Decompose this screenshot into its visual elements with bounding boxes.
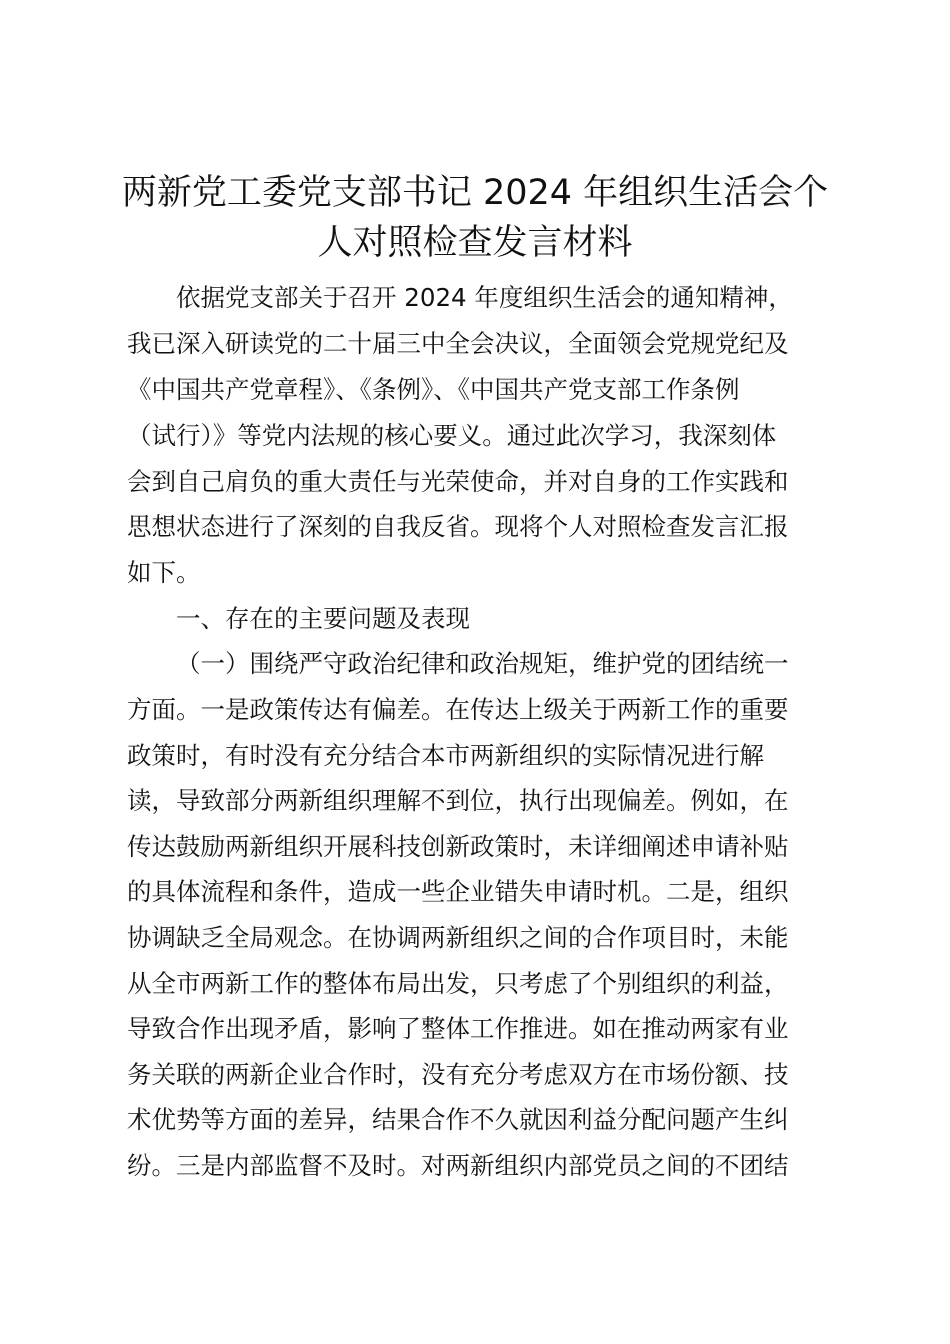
body-line-14: 的具体流程和条件，造成一些企业错失申请时机。二是，组织 (127, 877, 789, 906)
body-line-2: 我已深入研读党的二十届三中全会决议，全面领会党规党纪及 (127, 329, 789, 358)
body-line-7: 如下。 (127, 558, 201, 587)
body-line-16: 从全市两新工作的整体布局出发，只考虑了个别组织的利益， (127, 969, 789, 998)
section-heading-1: 一、存在的主要问题及表现 (176, 604, 470, 633)
body-line-3: 《中国共产党章程》、《条例》、《中国共产党支部工作条例 (127, 375, 740, 404)
body-line-20: 纷。三是内部监督不及时。对两新组织内部党员之间的不团结 (127, 1151, 789, 1180)
body-line-10: 方面。一是政策传达有偏差。在传达上级关于两新工作的重要 (127, 695, 789, 724)
body-line-13: 传达鼓励两新组织开展科技创新政策时，未详细阐述申请补贴 (127, 832, 789, 861)
title-line-2: 人对照检查发言材料 (317, 223, 633, 263)
body-line-17: 导致合作出现矛盾，影响了整体工作推进。如在推动两家有业 (127, 1014, 789, 1043)
body-line-12: 读，导致部分两新组织理解不到位，执行出现偏差。例如，在 (127, 786, 789, 815)
body-line-4: （试行）》等党内法规的核心要义。通过此次学习，我深刻体 (127, 421, 777, 450)
body-line-1: 依据党支部关于召开 2024 年度组织生活会的通知精神， (176, 283, 793, 312)
body-line-11: 政策时，有时没有充分结合本市两新组织的实际情况进行解 (127, 741, 764, 770)
body-line-5: 会到自己肩负的重大责任与光荣使命，并对自身的工作实践和 (127, 467, 789, 496)
body-line-9: （一）围绕严守政治纪律和政治规矩，维护党的团结统一 (176, 649, 789, 678)
body-line-19: 术优势等方面的差异，结果合作不久就因利益分配问题产生纠 (127, 1105, 789, 1134)
title-line-1: 两新党工委党支部书记 2024 年组织生活会个 (121, 173, 829, 213)
document-title (110, 168, 840, 268)
body-line-18: 务关联的两新企业合作时，没有充分考虑双方在市场份额、技 (127, 1060, 789, 1089)
body-line-15: 协调缺乏全局观念。在协调两新组织之间的合作项目时，未能 (127, 923, 789, 952)
body-line-6: 思想状态进行了深刻的自我反省。现将个人对照检查发言汇报 (127, 512, 789, 541)
